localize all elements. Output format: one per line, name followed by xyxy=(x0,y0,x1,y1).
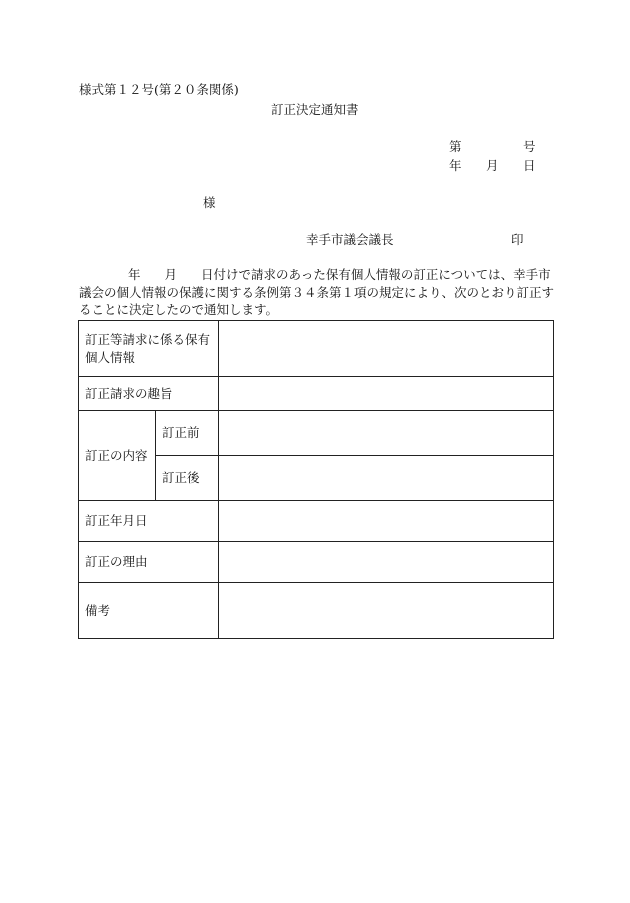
label-request-purpose: 訂正請求の趣旨 xyxy=(79,377,219,411)
body-year-label: 年 xyxy=(128,267,141,282)
body-line-1 xyxy=(79,266,553,284)
sender-name: 幸手市議会議長 xyxy=(306,232,394,247)
form-number: 様式第１２号(第２０条関係) xyxy=(79,82,239,97)
addressee-honorific: 様 xyxy=(203,195,216,210)
reference-number-prefix: 第 xyxy=(449,139,462,154)
value-correction-date xyxy=(219,501,554,542)
date-year-label: 年 xyxy=(449,158,462,173)
table-row xyxy=(79,542,554,583)
label-correction-content: 訂正の内容 xyxy=(79,411,156,501)
table-row xyxy=(79,321,554,377)
label-after-correction: 訂正後 xyxy=(156,456,219,501)
table-row xyxy=(79,377,554,411)
value-after-correction xyxy=(219,456,554,501)
date-day-label: 日 xyxy=(523,158,536,173)
value-personal-info xyxy=(219,321,554,377)
body-line-2: 議会の個人情報の保護に関する条例第３４条第１項の規定により、次のとおり訂正す xyxy=(79,284,555,300)
date-month-label: 月 xyxy=(486,158,499,173)
label-correction-date: 訂正年月日 xyxy=(79,501,219,542)
seal-mark: 印 xyxy=(511,232,524,247)
body-month-label: 月 xyxy=(164,267,178,282)
table-row xyxy=(79,583,554,639)
correction-details-table xyxy=(78,320,554,639)
value-before-correction xyxy=(219,411,554,456)
value-remarks xyxy=(219,583,554,639)
document-title: 訂正決定通知書 xyxy=(271,102,359,117)
table-row xyxy=(79,501,554,542)
value-correction-reason xyxy=(219,542,554,583)
label-before-correction: 訂正前 xyxy=(156,411,219,456)
label-remarks: 備考 xyxy=(79,583,219,639)
label-correction-reason: 訂正の理由 xyxy=(79,542,219,583)
value-request-purpose xyxy=(219,377,554,411)
body-line-1-text: 日付けで請求のあった保有個人情報の訂正については、幸手市 xyxy=(201,267,551,282)
table-row xyxy=(79,411,554,456)
reference-number-suffix: 号 xyxy=(523,139,536,154)
notice-body xyxy=(79,266,553,319)
body-line-3: ることに決定したので通知します。 xyxy=(79,302,279,317)
label-personal-info: 訂正等請求に係る保有個人情報 xyxy=(79,321,219,377)
